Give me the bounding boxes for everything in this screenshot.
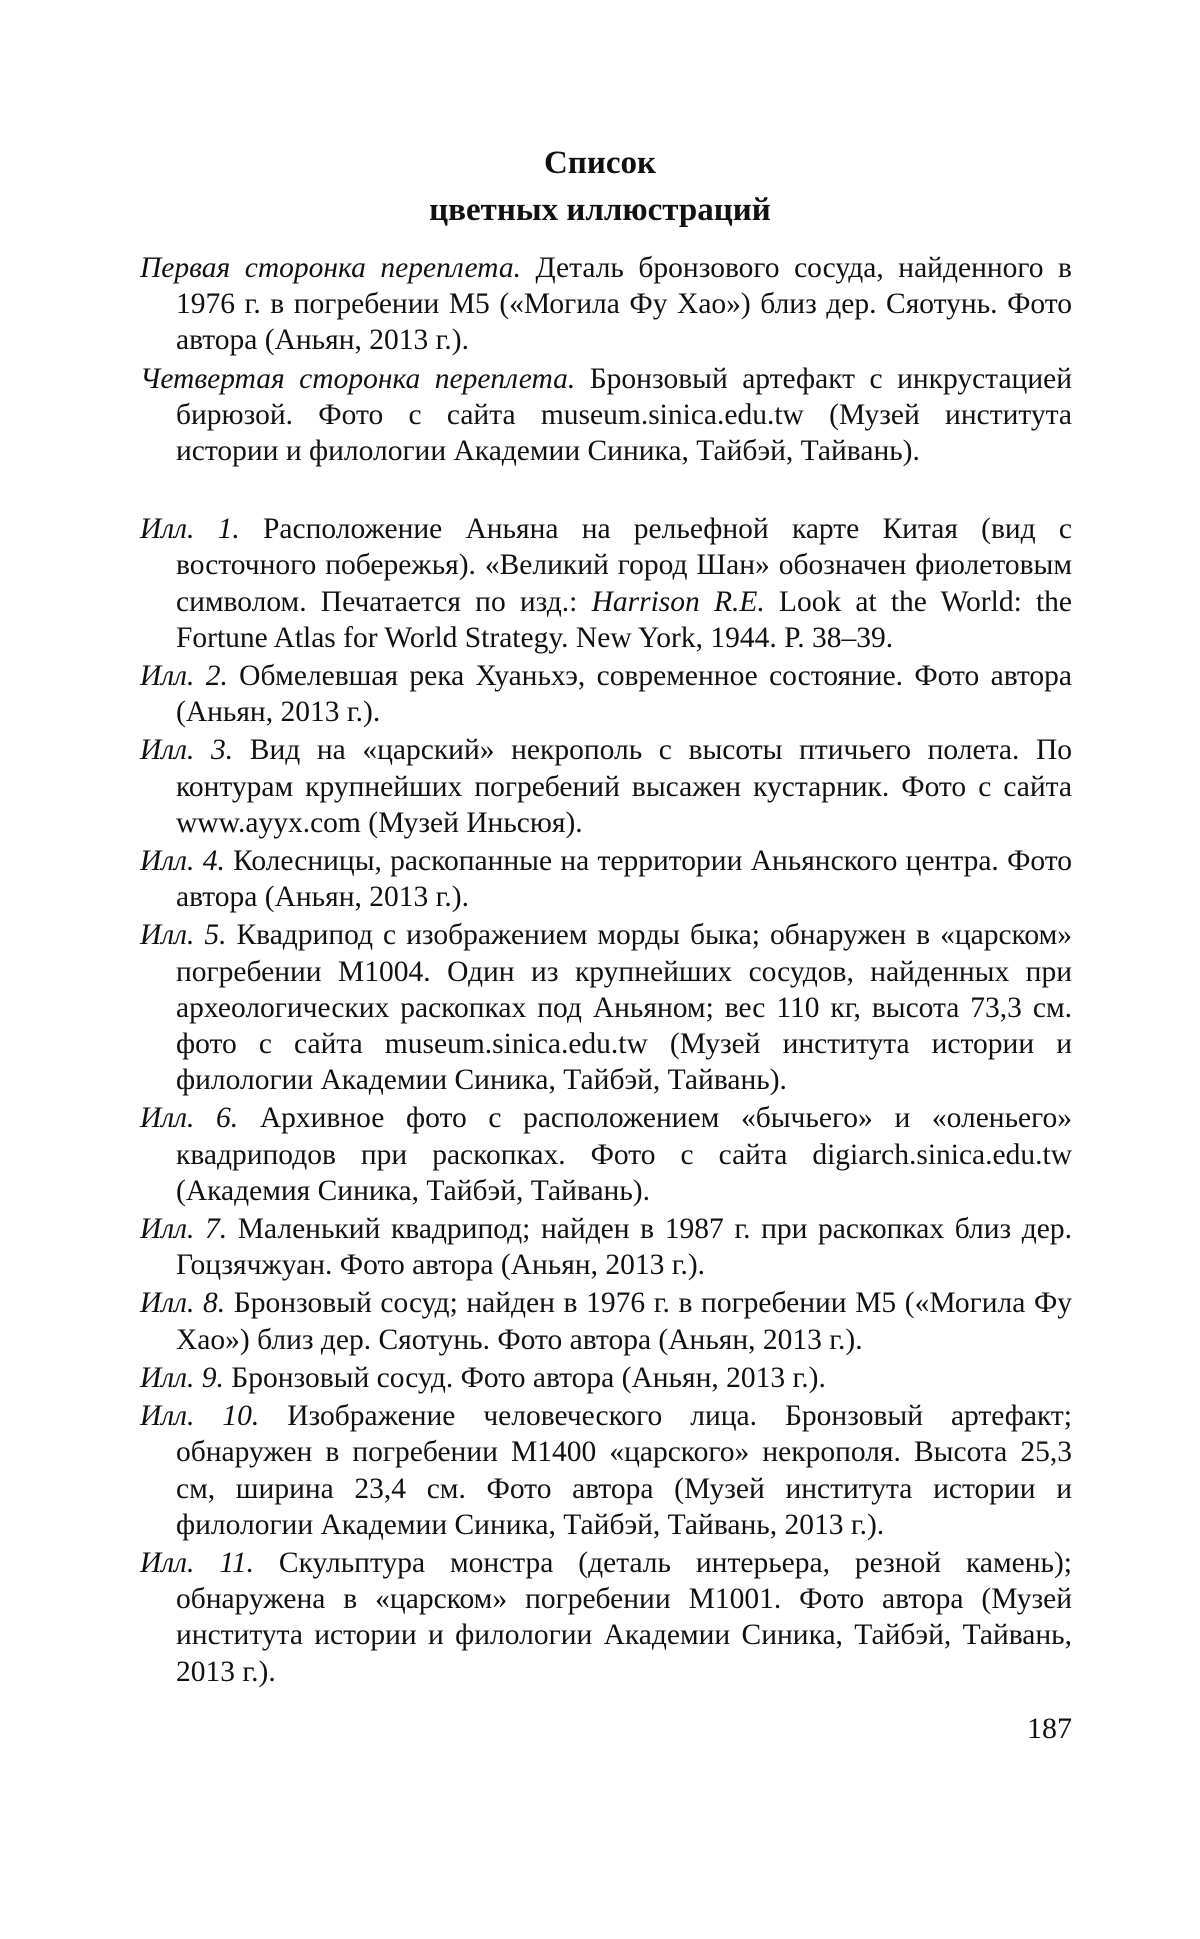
- entry-lead: Илл. 9.: [140, 1361, 224, 1394]
- illustration-entry-9: [140, 1360, 1072, 1396]
- section-gap: [140, 469, 1072, 511]
- entry-text: Расположение Аньяна на рельефной карте Китая (вид с восточного побережья). «Великий город Шан» обозначен фиолетовым символом. Печатается по изд.:: [176, 513, 1072, 618]
- entry-lead: Илл. 3.: [140, 734, 234, 767]
- illustration-entry-10: [140, 1398, 1072, 1543]
- entry-text: Скульптура монстра (деталь интерьера, резной камень); обнаружена в «царском» погребении M1001. Фото автора (Музей института истории и филологии Академии Синика, Тайбэй, Тайвань, 2013 г.).: [176, 1546, 1072, 1688]
- heading-line-1: Список: [543, 145, 657, 181]
- entry-text: Колесницы, раскопанные на территории Аньянского центра. Фото автора (Аньян, 2013 г.).: [176, 845, 1073, 914]
- illustration-entry-5: [140, 917, 1072, 1098]
- entry-lead: Илл. 6.: [140, 1102, 239, 1135]
- cover-entry-front: [140, 250, 1072, 359]
- entry-lead: Первая сторонка переплета.: [140, 252, 521, 284]
- entry-text: Изображение человеческого лица. Бронзовый артефакт; обнаружен в погребении M1400 «царского» некрополя. Высота 25,3 см, ширина 23,4 см. Фото автора (Музей института истории и филологии Академии Синика, Тайбэй, Тайвань, 2013 г.).: [176, 1400, 1072, 1541]
- illustration-entry-1: [140, 511, 1072, 656]
- cover-entry-back: [140, 361, 1072, 470]
- illustration-entry-3: [140, 732, 1072, 841]
- entry-lead: Илл. 7.: [140, 1213, 228, 1246]
- entry-text: Квадрипод с изображением морды быка; обнаружен в «царском» погребении M1004. Один из крупнейших сосудов, найденных при археологических раскопках под Аньяном; вес 110 кг, высота 73,3 см. фото с сайта museum.sinica.edu.tw (Музей института истории и филологии Академии Синика, Тайбэй, Тайвань).: [176, 919, 1072, 1097]
- entry-text-tail: Look at the World: the Fortune Atlas for World Strategy. New York, 1944. P. 38–39.: [176, 585, 1072, 654]
- entry-author: Harrison R.E.: [591, 585, 765, 618]
- entry-lead: Илл. 8.: [140, 1287, 226, 1320]
- entry-lead: Илл. 5.: [140, 919, 227, 952]
- illustration-entry-4: [140, 843, 1072, 915]
- illustration-entry-7: [140, 1211, 1072, 1283]
- illustration-entry-6: [140, 1100, 1072, 1209]
- entry-text: Бронзовый артефакт с инкрустацией бирюзой. Фото с сайта museum.sinica.edu.tw (Музей института истории и филологии Академии Синика, Тайбэй, Тайвань).: [176, 362, 1072, 468]
- entry-text: Вид на «царский» некрополь с высоты птичьего полета. По контурам крупнейших погребений высажен кустарник. Фото с сайта www.ayyx.com (Музей Иньсюя).: [176, 734, 1072, 839]
- illustration-entry-11: [140, 1545, 1072, 1690]
- entry-lead: Илл. 10.: [140, 1400, 260, 1433]
- entry-text: Архивное фото с расположением «бычьего» и «оленьего» квадриподов при раскопках. Фото с сайта digiarch.sinica.edu.tw (Академия Синика, Тайбэй, Тайвань).: [176, 1102, 1073, 1207]
- illustration-entry-8: [140, 1285, 1072, 1357]
- illustration-list: [140, 250, 1072, 1690]
- entry-lead: Илл. 1.: [140, 513, 240, 546]
- entry-lead: Илл. 4.: [140, 845, 225, 878]
- entry-text: Бронзовый сосуд; найден в 1976 г. в погребении M5 («Могила Фу Хао») близ дер. Сяотунь. Фото автора (Аньян, 2013 г.).: [176, 1287, 1072, 1356]
- entry-lead: Четвертая сторонка переплета.: [140, 362, 576, 395]
- page-heading: [0, 140, 1200, 234]
- entry-lead: Илл. 2.: [140, 660, 228, 693]
- page-number: 187: [1027, 1712, 1072, 1745]
- entry-text: Бронзовый сосуд. Фото автора (Аньян, 2013 г.).: [223, 1361, 826, 1394]
- illustration-entry-2: [140, 658, 1072, 730]
- entry-text: Обмелевшая река Хуаньхэ, современное состояние. Фото автора (Аньян, 2013 г.).: [176, 660, 1072, 729]
- heading-line-2: цветных иллюстраций: [429, 192, 771, 228]
- entry-lead: Илл. 11.: [140, 1546, 255, 1579]
- entry-text: Маленький квадрипод; найден в 1987 г. при раскопках близ дер. Гоцзячжуан. Фото автора (Аньян, 2013 г.).: [176, 1213, 1073, 1282]
- entry-text: Деталь бронзового сосуда, найденного в 1976 г. в погребении M5 («Могила Фу Хао») близ дер. Сяотунь. Фото автора (Аньян, 2013 г.).: [176, 252, 1072, 357]
